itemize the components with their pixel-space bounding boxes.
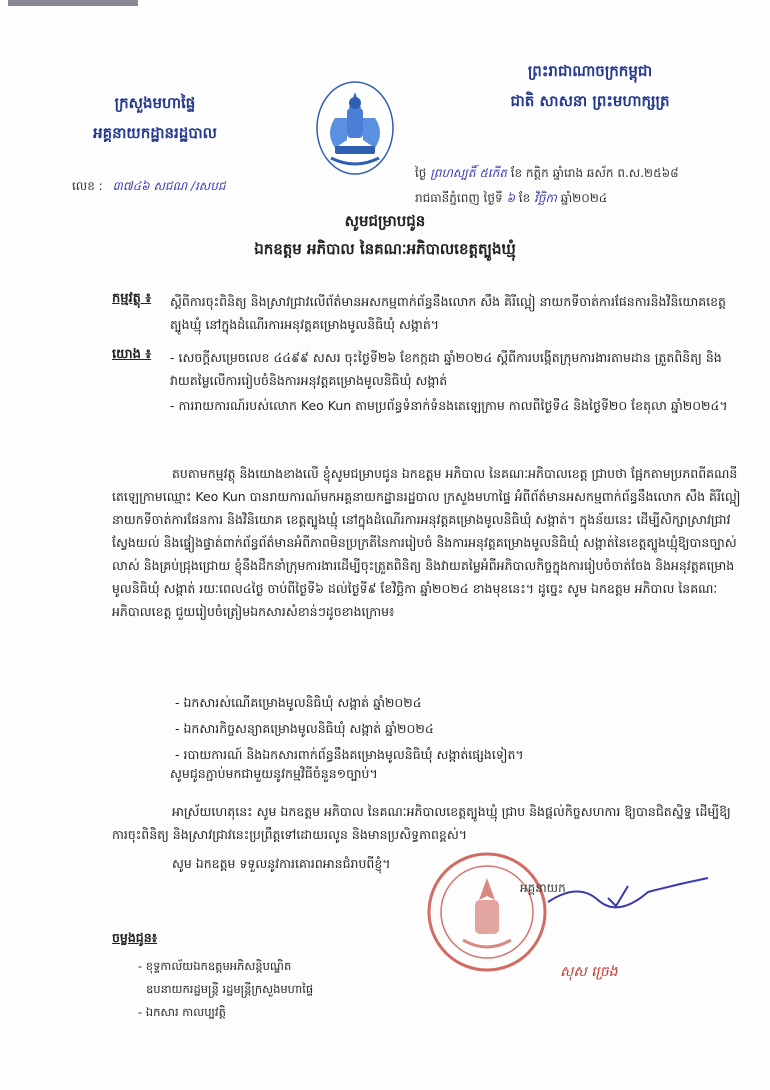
reference-item: - សេចក្តីសម្រេចលេខ ៤៤៩៩ សសរ ចុះថ្ងៃទី២៦ ខែកក្កដា ឆ្នាំ២០២៤ ស្តីពីការបង្កើតក្រុមការងារតាមដាន ត្រួតពិនិត្យ និងវាយតម្លៃលើការរៀបចំនិងការអនុវត្តគម្រោងមូលនិធិឃុំ សង្កាត់ <box>170 350 722 388</box>
signatory-name: សុស ច្រេង <box>560 964 618 980</box>
cc-list <box>138 955 498 1024</box>
document-list-item: - ឯកសារស់ណើគម្រោងមូលនិធិឃុំ សង្កាត់ ឆ្នាំ២០២៤ <box>175 695 422 710</box>
cc-label: ចម្លងជូន៖ <box>112 930 158 945</box>
ministry-name: ក្រសួងមហាផ្ទៃ <box>114 94 196 112</box>
date2-suffix: ឆ្នាំ២០២៤ <box>560 191 608 205</box>
cc-item: ឧបនាយករដ្ឋមន្ត្រី រដ្ឋមន្ត្រីក្រសួងមហាផ្ទៃ <box>146 982 314 996</box>
date-handwritten: ព្រហស្បតិ៍ ៥កើត <box>430 166 507 180</box>
signatory-title: អគ្គនាយក <box>520 881 566 895</box>
national-motto: ជាតិ សាសនា ព្រះមហាក្សត្រ <box>510 92 670 110</box>
closing-line: សូម ឯកឧត្តម ទទួលនូវការគោរពអានជំរាបពីខ្ញុំ។ <box>172 856 391 871</box>
date2-month: វិច្ឆិកា <box>534 191 557 205</box>
handwritten-signature-icon <box>538 872 718 912</box>
date-prefix: ថ្ងៃ <box>415 166 427 180</box>
lunar-date <box>415 165 735 183</box>
subject-text: ស្តីពីការចុះពិនិត្យ និងស្រាវជ្រាវលើព័ត៌មានអសកម្មពាក់ព័ន្ធនឹងលោក សឹង គិរីល្អៀ នាយកទីចាត់ការផែនការនិងវិនិយោគខេត្តត្បូងឃ្មុំ នៅក្នុងដំណើរការអនុវត្តគម្រោងមូលនិធិឃុំ សង្កាត់។ <box>170 294 726 332</box>
reference-label: យោង ៖ <box>112 347 152 362</box>
reference-item: - ការរាយការណ៍របស់លោក Keo Kun តាមប្រព័ន្ធទំនាក់ទំនងតេឡេក្រាម កាលពីថ្ងៃទី៤ និងថ្ងៃទី២០ ខែតុលា ឆ្នាំ២០២៤។ <box>170 398 728 413</box>
solar-date <box>415 190 735 208</box>
body-paragraph-1: តបតាមកម្មវត្ថុ និងយោងខាងលើ ខ្ញុំសូមជម្រាបជូន ឯកឧត្តម អភិបាល នៃគណៈអភិបាលខេត្ត ជ្រាបថា ផ្អែកតាមប្រភពពីគណនីតេឡេក្រាមឈ្មោះ Keo Kun បានរាយការណ៍មកអគ្គនាយកដ្ឋានរដ្ឋបាល ក្រសួងមហាផ្ទៃ អំពីព័ត៌មានអសកម្មពាក់ព័ន្ធនឹងលោក សឹង គិរីល្អៀ នាយកទីចាត់ការផែនការ និងវិនិយោគ ខេត្តត្បូងឃ្មុំ នៅក្នុងដំណើរការអនុវត្តគម្រោងមូលនិធិឃុំ សង្កាត់។ ក្នុងន័យនេះ ដើម្បីសិក្សាស្រាវជ្រាវស្វែងយល់ និងផ្ទៀងផ្ទាត់ពាក់ព័ន្ធព័ត៌មានអំពីភាពមិនប្រក្រតីនៃការរៀបចំ និងការអនុវត្តគម្រោងមូលនិធិឃុំ សង្កាត់នៃខេត្តត្បូងឃ្មុំឱ្យបានច្បាស់លាស់ និងគ្រប់ជ្រុងជ្រោយ ខ្ញុំនឹងដឹកនាំក្រុមការងារដើម្បីចុះត្រួតពិនិត្យ និងវាយតម្លៃអំពីអភិបាលកិច្ចក្នុងការរៀបចំចាត់ចែង និងអនុវត្តគម្រោងមូលនិធិឃុំ សង្កាត់ រយៈពេល៤ថ្ងៃ ចាប់ពីថ្ងៃទី៦ ដល់ថ្ងៃទី៩ ខែវិច្ឆិកា ឆ្នាំ២០២៤ ខាងមុខនេះ។ ដូច្នេះ សូម ឯកឧត្តម អភិបាល នៃគណៈអភិបាលខេត្ត ជួយរៀបចំត្រៀមឯកសារសំខាន់ៗដូចខាងក្រោម៖ <box>112 466 741 619</box>
reference-list <box>170 346 740 419</box>
scan-artifact <box>8 0 138 6</box>
department-name: អគ្គនាយកដ្ឋានរដ្ឋបាល <box>93 124 217 142</box>
salutation: សូមជម្រាបជូន <box>344 212 426 230</box>
document-list-item: - ឯកសារកិច្ចសន្យាគម្រោងមូលនិធិឃុំ សង្កាត់ ឆ្នាំ២០២៤ <box>175 721 434 736</box>
royal-emblem-icon <box>305 78 405 178</box>
document-list-item: - របាយការណ៍ និងឯកសារពាក់ព័ន្ធនឹងគម្រោងមូលនិធិឃុំ សង្កាត់ផ្សេងទៀត។ <box>175 747 524 762</box>
document-list <box>175 690 735 768</box>
attachment-note: សូមជូនភ្ជាប់មកជាមួយនូវកម្មវិធីចំនួន១ច្បាប់។ <box>170 766 378 781</box>
recipient-title: ឯកឧត្តម អភិបាល នៃគណៈអភិបាលខេត្តត្បូងឃ្មុំ <box>254 240 516 258</box>
reference-number <box>72 178 225 196</box>
date2-prefix: រាជធានីភ្នំពេញ ថ្ងៃទី <box>415 191 503 205</box>
cc-item: - ខុទ្ទកាល័យឯកឧត្តមអភិសន្តិបណ្ឌិត <box>138 959 292 973</box>
kingdom-name: ព្រះរាជាណាចក្រកម្ពុជា <box>527 62 653 80</box>
ref-label: លេខ : <box>72 179 103 193</box>
body-paragraph-2: អាស្រ័យហេតុនេះ សូម ឯកឧត្តម អភិបាល នៃគណៈអភិបាលខេត្តត្បូងឃ្មុំ ជ្រាប និងផ្តល់កិច្ចសហការ ឱ្យបានជិតស្និទ្ធ ដើម្បីឱ្យការចុះពិនិត្យ និងស្រាវជ្រាវនេះប្រព្រឹត្តទៅដោយរលូន និងមានប្រសិទ្ធភាពខ្ពស់។ <box>112 804 731 842</box>
kingdom-header <box>470 56 710 116</box>
subject-label: កម្មវត្ថុ ៖ <box>112 291 152 306</box>
ministry-header <box>55 88 255 148</box>
date2-mid: ខែ <box>518 191 531 205</box>
date-suffix: ខែ កត្តិក ឆ្នាំរោង ឆស័ក ព.ស.២៥៦៨ <box>510 166 679 180</box>
date2-day: ៦ <box>506 191 515 205</box>
cc-item: - ឯកសារ កាលប្បវត្តិ <box>138 1005 226 1019</box>
ref-value: ៣៧៤៦ សជណ /រសបជ <box>112 179 226 193</box>
